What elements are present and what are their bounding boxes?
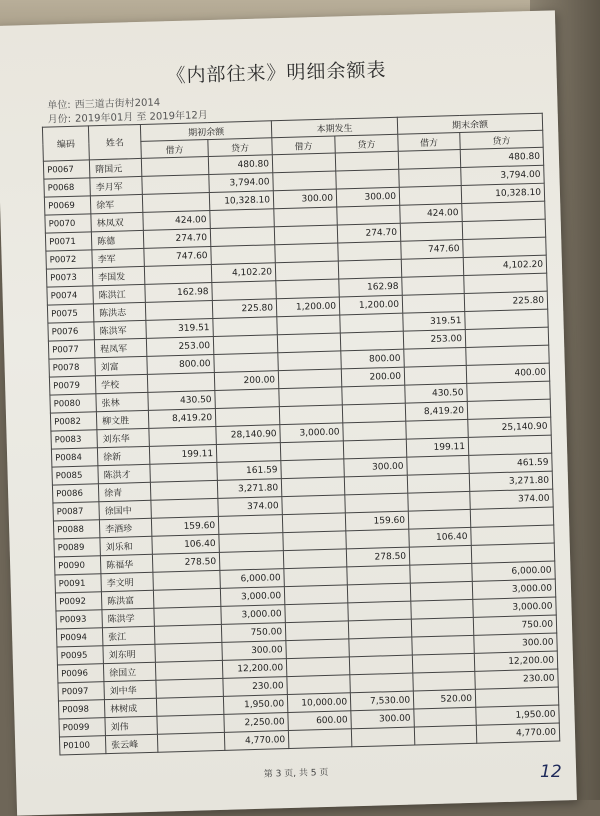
cell-closing-credit — [466, 345, 549, 365]
cell-closing-debit — [401, 257, 463, 277]
cell-opening-credit — [210, 209, 274, 229]
cell-name: 李酒珍 — [99, 518, 151, 537]
cell-current-debit — [282, 495, 345, 515]
cell-name: 隋国元 — [89, 158, 141, 177]
cell-closing-debit — [413, 671, 475, 691]
cell-closing-credit: 750.00 — [473, 615, 556, 635]
cell-current-credit: 800.00 — [341, 349, 404, 369]
cell-closing-debit: 199.11 — [406, 437, 468, 457]
cell-current-credit: 1,200.00 — [339, 295, 402, 315]
cell-name: 刘东明 — [103, 644, 155, 663]
cell-closing-debit — [400, 222, 462, 242]
cell-current-debit — [279, 405, 342, 425]
cell-opening-debit — [150, 462, 217, 482]
cell-current-debit: 10,000.00 — [287, 693, 350, 713]
cell-name: 学校 — [95, 374, 147, 393]
cell-closing-debit — [414, 725, 476, 745]
cell-opening-debit — [154, 606, 221, 626]
cell-opening-credit: 3,794.00 — [209, 173, 273, 193]
cell-code: P0074 — [47, 286, 93, 305]
cell-current-credit — [343, 439, 406, 459]
cell-name: 徐军 — [90, 194, 142, 213]
cell-code: P0095 — [57, 646, 103, 665]
cell-closing-debit — [404, 347, 466, 367]
cell-opening-debit — [155, 660, 222, 680]
cell-current-credit: 278.50 — [346, 547, 409, 567]
cell-closing-credit: 4,102.20 — [463, 255, 546, 275]
cell-opening-credit: 4,770.00 — [224, 731, 288, 751]
cell-closing-debit — [409, 545, 471, 565]
cell-closing-debit — [412, 653, 474, 673]
cell-opening-debit: 159.60 — [151, 516, 218, 536]
header-opening: 期初余额 — [140, 121, 271, 142]
cell-name: 柳文胜 — [96, 410, 148, 429]
cell-name: 李国发 — [92, 266, 144, 285]
cell-current-debit — [276, 279, 339, 299]
cell-opening-credit: 4,102.20 — [211, 263, 275, 283]
cell-current-debit — [273, 171, 336, 191]
cell-opening-credit: 230.00 — [223, 677, 287, 697]
cell-code: P0094 — [56, 628, 102, 647]
cell-closing-debit: 430.50 — [405, 383, 467, 403]
cell-name: 林树成 — [104, 698, 156, 717]
cell-opening-debit: 274.70 — [143, 229, 210, 249]
cell-closing-credit — [467, 399, 550, 419]
cell-opening-credit — [214, 353, 278, 373]
cell-current-credit — [348, 601, 411, 621]
cell-opening-debit — [141, 157, 208, 177]
cell-current-debit — [274, 207, 337, 227]
cell-opening-debit — [142, 193, 209, 213]
cell-current-debit: 300.00 — [273, 189, 336, 209]
cell-code: P0078 — [49, 358, 95, 377]
month-label: 月份: — [47, 113, 72, 126]
cell-name: 徐青 — [98, 482, 150, 501]
cell-name: 李文明 — [101, 572, 153, 591]
cell-closing-credit: 3,271.80 — [469, 471, 552, 491]
cell-closing-credit — [471, 543, 554, 563]
cell-closing-credit: 6,000.00 — [472, 561, 555, 581]
cell-opening-credit — [213, 317, 277, 337]
cell-current-credit — [344, 475, 407, 495]
cell-name: 张江 — [102, 626, 154, 645]
cell-opening-debit — [144, 265, 211, 285]
unit-label: 单位: — [47, 99, 71, 112]
ledger-body — [43, 147, 559, 755]
cell-opening-credit — [212, 281, 276, 301]
cell-name: 陈德 — [91, 230, 143, 249]
ledger-table — [42, 113, 560, 756]
cell-current-debit — [288, 729, 351, 749]
cell-closing-debit — [408, 491, 470, 511]
cell-name: 陈洪军 — [94, 320, 146, 339]
cell-opening-debit — [147, 372, 214, 392]
cell-current-credit — [335, 151, 398, 171]
cell-opening-credit: 161.59 — [217, 461, 281, 481]
cell-current-credit: 300.00 — [351, 709, 414, 729]
cell-opening-credit: 1,950.00 — [223, 695, 287, 715]
cell-code: P0083 — [51, 430, 97, 449]
cell-opening-debit — [153, 588, 220, 608]
cell-opening-credit — [218, 515, 282, 535]
cell-current-debit: 1,200.00 — [276, 297, 339, 317]
cell-name: 徐新 — [97, 446, 149, 465]
cell-opening-credit: 3,000.00 — [221, 605, 285, 625]
cell-name: 程凤军 — [94, 338, 146, 357]
cell-opening-credit — [210, 227, 274, 247]
cell-name: 李月军 — [90, 176, 142, 195]
cell-code: P0093 — [56, 610, 102, 629]
cell-current-debit — [277, 315, 340, 335]
cell-code: P0068 — [44, 178, 90, 197]
header-name: 姓名 — [88, 124, 141, 159]
cell-closing-credit — [465, 309, 548, 329]
cell-opening-credit — [213, 335, 277, 355]
cell-closing-debit — [399, 168, 461, 188]
cell-current-credit — [351, 727, 414, 747]
header-code: 编码 — [42, 126, 89, 161]
cell-closing-credit: 300.00 — [474, 633, 557, 653]
cell-opening-debit: 278.50 — [152, 552, 219, 572]
header-current-debit: 借方 — [272, 136, 335, 155]
cell-code: P0076 — [48, 322, 94, 341]
cell-code: P0071 — [45, 232, 91, 251]
cell-current-credit — [349, 637, 412, 657]
cell-closing-credit: 461.59 — [469, 453, 552, 473]
cell-opening-debit — [157, 714, 224, 734]
cell-current-credit — [345, 493, 408, 513]
cell-closing-credit: 400.00 — [466, 363, 549, 383]
cell-closing-credit — [462, 219, 545, 239]
cell-name: 陈福华 — [100, 554, 152, 573]
cell-opening-debit: 8,419.20 — [148, 408, 215, 428]
cell-opening-debit — [155, 642, 222, 662]
cell-name: 李军 — [92, 248, 144, 267]
cell-opening-credit: 28,140.90 — [216, 425, 280, 445]
cell-name: 陈洪才 — [98, 464, 150, 483]
cell-name: 徐国中 — [99, 500, 151, 519]
header-current: 本期发生 — [271, 117, 397, 138]
cell-closing-credit — [470, 507, 553, 527]
cell-opening-credit: 374.00 — [218, 497, 282, 517]
cell-code: P0088 — [53, 520, 99, 539]
cell-opening-debit — [156, 696, 223, 716]
cell-code: P0091 — [55, 574, 101, 593]
cell-closing-credit: 1,950.00 — [476, 705, 559, 725]
cell-current-credit: 300.00 — [344, 457, 407, 477]
cell-closing-credit: 3,000.00 — [473, 597, 556, 617]
cell-closing-debit — [411, 617, 473, 637]
header-opening-debit: 借方 — [141, 140, 208, 159]
header-closing: 期末余额 — [397, 113, 542, 134]
cell-closing-debit — [398, 150, 460, 170]
cell-opening-credit: 6,000.00 — [220, 569, 284, 589]
cell-current-credit — [336, 169, 399, 189]
cell-closing-debit — [404, 365, 466, 385]
cell-closing-credit: 230.00 — [475, 669, 558, 689]
cell-opening-debit — [145, 301, 212, 321]
cell-opening-debit: 319.51 — [146, 319, 213, 339]
cell-opening-debit: 747.60 — [144, 247, 211, 267]
cell-name: 刘乐和 — [100, 536, 152, 555]
cell-code: P0098 — [58, 700, 104, 719]
cell-current-credit: 159.60 — [345, 511, 408, 531]
cell-closing-debit: 319.51 — [403, 311, 465, 331]
cell-opening-debit: 424.00 — [143, 211, 210, 231]
cell-closing-debit — [402, 293, 464, 313]
cell-name: 陈洪志 — [93, 302, 145, 321]
cell-current-debit — [275, 243, 338, 263]
cell-code: P0067 — [43, 160, 89, 179]
cell-current-debit: 600.00 — [288, 711, 351, 731]
cell-code: P0082 — [50, 412, 96, 431]
cell-current-credit — [342, 385, 405, 405]
cell-name: 刘伟 — [105, 716, 157, 735]
cell-opening-debit — [153, 570, 220, 590]
cell-closing-credit: 10,328.10 — [461, 183, 544, 203]
cell-name: 林凤双 — [91, 212, 143, 231]
cell-opening-credit: 3,271.80 — [217, 479, 281, 499]
unit-value: 西三道古街村2014 — [74, 97, 161, 111]
cell-current-debit — [286, 639, 349, 659]
cell-opening-debit: 430.50 — [148, 390, 215, 410]
cell-code: P0080 — [50, 394, 96, 413]
cell-current-credit: 274.70 — [337, 223, 400, 243]
cell-opening-debit: 106.40 — [152, 534, 219, 554]
cell-closing-credit: 3,000.00 — [472, 579, 555, 599]
cell-current-credit: 200.00 — [341, 367, 404, 387]
cell-name: 徐国立 — [103, 662, 155, 681]
cell-closing-debit: 106.40 — [409, 527, 471, 547]
cell-current-credit — [337, 205, 400, 225]
cell-name: 陈洪学 — [102, 608, 154, 627]
cell-opening-credit — [215, 407, 279, 427]
cell-closing-credit — [462, 201, 545, 221]
cell-closing-debit: 424.00 — [400, 204, 462, 224]
cell-closing-debit — [411, 599, 473, 619]
cell-current-credit — [338, 241, 401, 261]
cell-closing-credit — [468, 435, 551, 455]
cell-opening-debit: 800.00 — [147, 354, 214, 374]
cell-current-debit — [281, 477, 344, 497]
cell-opening-debit — [142, 175, 209, 195]
cell-closing-debit — [410, 563, 472, 583]
cell-closing-debit — [410, 581, 472, 601]
cell-opening-debit — [156, 678, 223, 698]
cell-opening-credit: 750.00 — [221, 623, 285, 643]
cell-opening-credit — [219, 533, 283, 553]
cell-code: P0099 — [59, 718, 105, 737]
cell-code: P0096 — [57, 664, 103, 683]
cell-opening-credit — [219, 551, 283, 571]
ledger-paper — [0, 10, 577, 815]
cell-code: P0100 — [59, 736, 105, 755]
cell-current-credit — [348, 619, 411, 639]
cell-closing-credit: 4,770.00 — [476, 723, 559, 743]
cell-code: P0075 — [47, 304, 93, 323]
cell-current-debit — [274, 225, 337, 245]
header-closing-debit: 借方 — [398, 133, 460, 152]
cell-name: 陈洪富 — [101, 590, 153, 609]
cell-closing-debit — [406, 419, 468, 439]
cell-opening-debit: 162.98 — [145, 283, 212, 303]
cell-code: P0085 — [52, 466, 98, 485]
header-closing-credit: 贷方 — [460, 130, 543, 149]
cell-closing-debit — [412, 635, 474, 655]
cell-closing-credit — [465, 327, 548, 347]
cell-code: P0069 — [44, 196, 90, 215]
cell-closing-debit — [407, 473, 469, 493]
cell-current-debit — [285, 621, 348, 641]
cell-opening-debit — [154, 624, 221, 644]
cell-name: 陈洪江 — [93, 284, 145, 303]
cell-current-debit — [283, 531, 346, 551]
cell-opening-credit: 200.00 — [214, 371, 278, 391]
cell-current-credit — [342, 403, 405, 423]
cell-closing-credit: 12,200.00 — [474, 651, 557, 671]
cell-code: P0070 — [45, 214, 91, 233]
cell-current-credit: 7,530.00 — [350, 691, 413, 711]
cell-current-debit — [284, 585, 347, 605]
cell-closing-credit — [467, 381, 550, 401]
cell-code: P0077 — [48, 340, 94, 359]
header-opening-credit: 贷方 — [208, 138, 272, 157]
cell-opening-debit — [151, 498, 218, 518]
cell-code: P0072 — [46, 250, 92, 269]
cell-opening-credit: 225.80 — [212, 299, 276, 319]
cell-current-credit — [347, 565, 410, 585]
cell-opening-debit — [149, 426, 216, 446]
cell-name: 张云峰 — [105, 734, 157, 753]
cell-current-debit — [281, 459, 344, 479]
cell-closing-debit: 8,419.20 — [405, 401, 467, 421]
cell-closing-credit: 3,794.00 — [461, 165, 544, 185]
handwritten-page-mark: 12 — [540, 762, 562, 782]
cell-opening-credit: 480.80 — [208, 155, 272, 175]
cell-code: P0079 — [49, 376, 95, 395]
cell-code: P0084 — [51, 448, 97, 467]
page-title: 《内部往来》明细余额表 — [166, 59, 387, 88]
cell-closing-debit — [399, 186, 461, 206]
cell-current-debit — [284, 567, 347, 587]
cell-opening-credit — [216, 443, 280, 463]
cell-closing-debit — [407, 455, 469, 475]
cell-current-credit — [343, 421, 406, 441]
cell-opening-credit: 300.00 — [222, 641, 286, 661]
cell-current-debit — [278, 351, 341, 371]
cell-opening-credit — [215, 389, 279, 409]
cell-closing-credit: 480.80 — [460, 147, 543, 167]
cell-name: 张林 — [96, 392, 148, 411]
cell-current-credit: 300.00 — [336, 187, 399, 207]
cell-current-debit — [285, 603, 348, 623]
cell-opening-debit: 253.00 — [146, 336, 213, 356]
cell-closing-credit: 374.00 — [470, 489, 553, 509]
cell-current-debit — [283, 549, 346, 569]
cell-current-debit — [282, 513, 345, 533]
cell-code: P0097 — [58, 682, 104, 701]
cell-name: 刘富 — [95, 356, 147, 375]
cell-opening-credit: 10,328.10 — [209, 191, 273, 211]
cell-opening-credit: 2,250.00 — [224, 713, 288, 733]
cell-current-debit — [286, 657, 349, 677]
cell-code: P0087 — [53, 502, 99, 521]
cell-closing-debit — [402, 275, 464, 295]
cell-closing-credit: 225.80 — [464, 291, 547, 311]
cell-current-credit — [346, 529, 409, 549]
cell-opening-debit: 199.11 — [149, 444, 216, 464]
cell-current-credit — [340, 331, 403, 351]
header-current-credit: 贷方 — [335, 134, 398, 153]
cell-code: P0089 — [54, 538, 100, 557]
cell-current-credit: 162.98 — [339, 277, 402, 297]
cell-closing-debit — [408, 509, 470, 529]
cell-opening-debit — [157, 732, 224, 752]
cell-closing-credit: 25,140.90 — [468, 417, 551, 437]
cell-name: 刘中华 — [104, 680, 156, 699]
cell-opening-credit: 12,200.00 — [222, 659, 286, 679]
cell-closing-debit: 253.00 — [403, 329, 465, 349]
month-value: 2019年01月 至 2019年12月 — [74, 110, 208, 125]
cell-current-credit — [338, 259, 401, 279]
cell-closing-debit — [414, 707, 476, 727]
cell-closing-credit — [471, 525, 554, 545]
cell-code: P0073 — [46, 268, 92, 287]
cell-current-credit — [349, 655, 412, 675]
cell-current-debit — [275, 261, 338, 281]
cell-opening-debit — [150, 480, 217, 500]
cell-closing-credit — [463, 237, 546, 257]
cell-opening-credit: 3,000.00 — [220, 587, 284, 607]
cell-current-debit — [278, 369, 341, 389]
cell-current-credit — [340, 313, 403, 333]
cell-code: P0086 — [52, 484, 98, 503]
page-number: 第 3 页, 共 5 页 — [263, 767, 329, 780]
cell-closing-debit: 520.00 — [413, 689, 475, 709]
cell-current-credit — [350, 673, 413, 693]
cell-current-debit — [277, 333, 340, 353]
cell-current-credit — [347, 583, 410, 603]
cell-name: 刘东华 — [97, 428, 149, 447]
cell-code: P0092 — [55, 592, 101, 611]
cell-current-debit: 3,000.00 — [280, 423, 343, 443]
cell-current-debit — [272, 153, 335, 173]
cell-current-debit — [280, 441, 343, 461]
cell-closing-debit: 747.60 — [401, 239, 463, 259]
cell-closing-credit — [464, 273, 547, 293]
cell-closing-credit — [475, 687, 558, 707]
cell-opening-credit — [211, 245, 275, 265]
cell-current-debit — [279, 387, 342, 407]
cell-current-debit — [287, 675, 350, 695]
cell-code: P0090 — [54, 556, 100, 575]
